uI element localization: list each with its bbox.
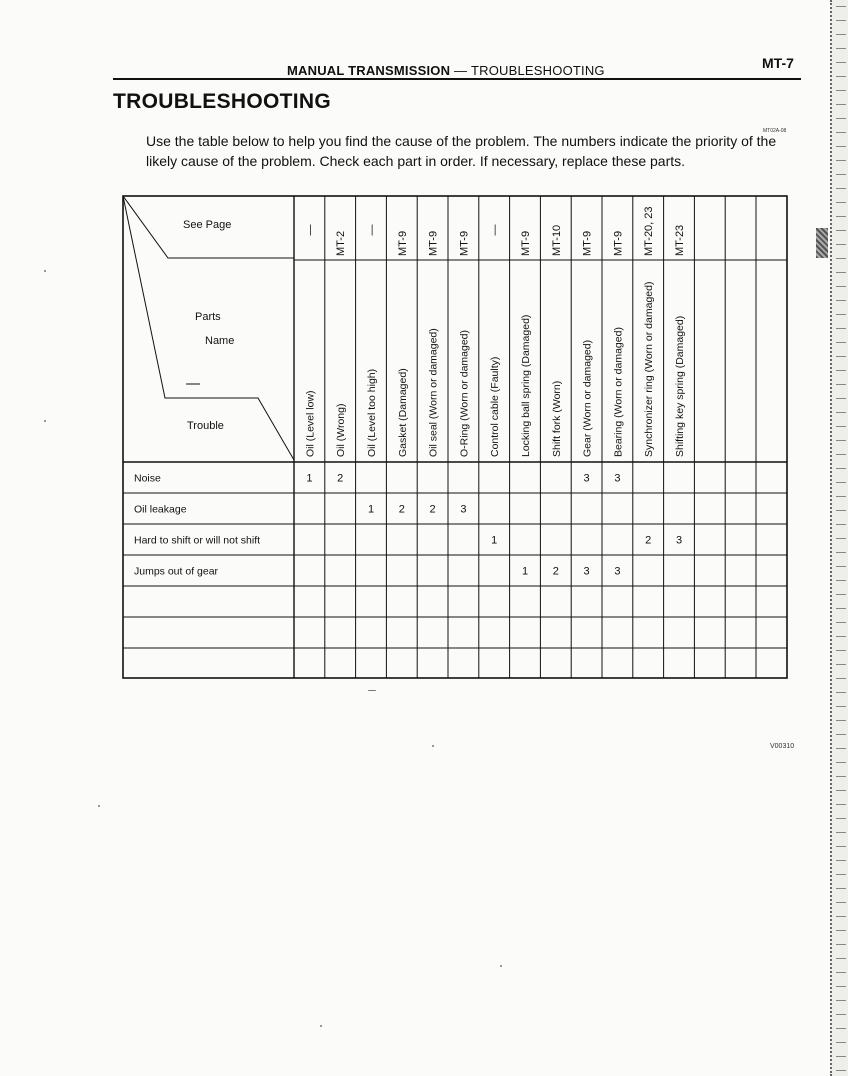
table-row-labels — [134, 473, 260, 578]
priority-cell: 3 — [460, 503, 467, 516]
row-trouble-label: Oil leakage — [134, 503, 187, 516]
priority-cell: 3 — [614, 472, 621, 485]
column-part-name: O-Ring (Worn or damaged) — [458, 329, 471, 457]
row-trouble-label: Jumps out of gear — [134, 565, 219, 578]
priority-cell: 2 — [429, 503, 436, 516]
column-see-page: MT-20, 23 — [643, 206, 656, 256]
column-part-name: Shift fork (Worn) — [550, 380, 563, 457]
column-part-name: Locking ball spring (Damaged) — [520, 314, 532, 457]
column-part-name: Oil (Level too high) — [366, 368, 378, 457]
corner-label-see-page: See Page — [183, 219, 232, 231]
scan-speck — [44, 420, 46, 422]
header-title-main: MANUAL TRANSMISSION — [287, 63, 451, 78]
column-see-page: MT-9 — [520, 230, 532, 256]
priority-cell: 2 — [645, 534, 652, 547]
column-see-page: MT-9 — [458, 230, 471, 256]
page-number: MT-7 — [762, 55, 794, 71]
scan-speck — [320, 1025, 322, 1027]
corner-code: MT02A-08 — [763, 128, 787, 134]
column-part-name: Synchronizer ring (Worn or damaged) — [643, 281, 656, 457]
header-title-sub: TROUBLESHOOTING — [471, 63, 605, 78]
scan-speck — [500, 965, 502, 967]
column-part-name: Shifting key spring (Damaged) — [674, 315, 686, 457]
priority-cell: 3 — [583, 472, 590, 485]
column-see-page: — — [489, 224, 502, 236]
section-title: TROUBLESHOOTING — [113, 90, 331, 113]
column-part-name: Control cable (Faulty) — [489, 356, 502, 457]
priority-cell: 2 — [552, 565, 559, 578]
column-see-page: MT-9 — [581, 230, 594, 256]
scan-speck — [368, 690, 376, 691]
priority-cell: 3 — [583, 565, 590, 578]
table-corner-header — [183, 219, 234, 432]
intro-paragraph: Use the table below to help you find the cause of the problem. The numbers indicate the priority of the likely cause of the problem. Check each part in order. If necessary, replace these parts. — [146, 133, 777, 169]
column-see-page: MT-2 — [335, 230, 348, 256]
header-title-separator: — — [453, 63, 468, 78]
scan-speck — [98, 805, 100, 807]
column-part-name: Gasket (Damaged) — [396, 368, 409, 457]
scan-speck — [432, 745, 434, 747]
priority-cell: 1 — [521, 565, 529, 578]
column-see-page: — — [304, 224, 317, 236]
column-see-page: — — [366, 224, 378, 236]
priority-cell: 3 — [675, 534, 683, 547]
row-trouble-label: Hard to shift or will not shift — [134, 534, 261, 547]
priority-cell: 2 — [337, 472, 344, 485]
column-part-name: Gear (Worn or damaged) — [581, 339, 594, 457]
table-column-headers — [304, 206, 686, 457]
row-trouble-label: Noise — [134, 472, 161, 485]
column-part-name: Oil seal (Worn or damaged) — [427, 328, 440, 457]
figure-code: V00310 — [770, 743, 795, 750]
table-border — [123, 196, 787, 678]
priority-cell: 1 — [367, 503, 375, 516]
column-part-name: Oil (Wrong) — [335, 403, 348, 457]
column-see-page: MT-9 — [612, 230, 625, 256]
column-see-page: MT-23 — [674, 224, 686, 256]
scan-speck — [44, 270, 46, 272]
column-part-name: Oil (Level low) — [304, 390, 317, 457]
corner-label-name: Name — [205, 335, 235, 347]
priority-cell: 3 — [614, 565, 621, 578]
corner-label-trouble: Trouble — [187, 420, 224, 432]
column-see-page: MT-9 — [396, 230, 409, 256]
corner-label-parts: Parts — [195, 311, 221, 323]
priority-cell: 1 — [491, 534, 498, 547]
column-see-page: MT-10 — [550, 224, 563, 256]
column-part-name: Bearing (Worn or damaged) — [612, 327, 625, 457]
column-see-page: MT-9 — [427, 230, 440, 256]
table-grid — [123, 196, 787, 678]
priority-cell: 2 — [398, 503, 405, 516]
table-cells — [306, 473, 682, 578]
priority-cell: 1 — [306, 472, 313, 485]
